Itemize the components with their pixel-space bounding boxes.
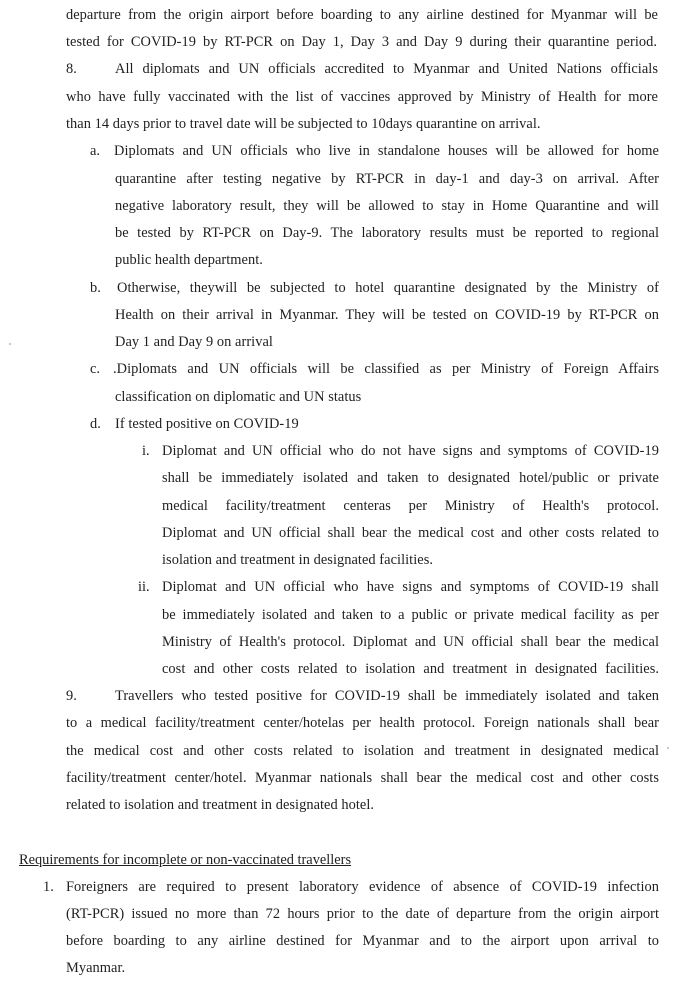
item-8-line-2: who have fully vaccinated with the list of vaccines approved by Ministry of Health for more xyxy=(66,89,658,105)
item-8d-i-line-4: Diplomat and UN official shall bear the medical cost and other costs related to xyxy=(162,525,659,541)
section2-item-1-line-2: (RT-PCR) issued no more than 72 hours prior to the date of departure from the origin airport xyxy=(66,906,659,922)
item-9-line-4: facility/treatment center/hotel. Myanmar nationals shall bear the medical cost and other costs xyxy=(66,770,659,786)
item-8d-ii-marker: ii. xyxy=(138,579,150,595)
item-8d-i-line-5: isolation and treatment in designated facilities. xyxy=(162,552,433,568)
section2-item-1-line-1: Foreigners are required to present laboratory evidence of absence of COVID-19 infection xyxy=(66,879,659,895)
section2-item-1-number: 1. xyxy=(43,879,54,895)
section2-item-1-line-4: Myanmar. xyxy=(66,960,126,976)
item-8d-marker: d. xyxy=(90,416,101,432)
item-8d-i-marker: i. xyxy=(142,443,150,459)
item-8b-line-2: Health on their arrival in Myanmar. They will be tested on COVID-19 by RT-PCR on xyxy=(115,307,659,323)
item-9-number: 9. xyxy=(66,688,77,704)
item-8a-line-2: quarantine after testing negative by RT-PCR in day-1 and day-3 on arrival. After xyxy=(115,171,659,187)
item-8d-ii-line-4: cost and other costs related to isolation and treatment in designated facilities. xyxy=(162,661,659,677)
item-8b-line-1: Otherwise, theywill be subjected to hotel quarantine designated by the Ministry of xyxy=(117,280,659,296)
item-8d-ii-line-2: be immediately isolated and taken to a public or private medical facility as per xyxy=(162,607,659,623)
item-8c-marker: c. xyxy=(90,361,100,377)
item-8-number: 8. xyxy=(66,61,77,77)
item-8b-line-3: Day 1 and Day 9 on arrival xyxy=(115,334,273,350)
item-8d-i-line-3: medical facility/treatment centeras per Ministry of Health's protocol. xyxy=(162,498,659,514)
intro-line-2: tested for COVID-19 by RT-PCR on Day 1, Day 3 and Day 9 during their quarantine period. xyxy=(66,34,657,50)
item-8a-line-5: public health department. xyxy=(115,252,263,268)
item-8-line-1: All diplomats and UN officials accredited to Myanmar and United Nations officials xyxy=(115,61,658,77)
intro-line-1: departure from the origin airport before boarding to any airline destined for Myanmar will be xyxy=(66,7,658,23)
item-8a-line-1: Diplomats and UN officials who live in standalone houses will be allowed for home xyxy=(114,143,659,159)
item-9-line-3: the medical cost and other costs related to isolation and treatment in designated medical xyxy=(66,743,659,759)
item-8a-marker: a. xyxy=(90,143,100,159)
scan-speck xyxy=(667,747,669,749)
item-8-line-3: than 14 days prior to travel date will be subjected to 10days quarantine on arrival. xyxy=(66,116,541,132)
item-9-line-1: Travellers who tested positive for COVID-19 shall be immediately isolated and taken xyxy=(115,688,659,704)
item-8d-i-line-2: shall be immediately isolated and taken to designated hotel/public or private xyxy=(162,470,659,486)
item-8a-line-3: negative laboratory result, they will be allowed to stay in Home Quarantine and will xyxy=(115,198,659,214)
item-8d-ii-line-3: Ministry of Health's protocol. Diplomat and UN official shall bear the medical xyxy=(162,634,659,650)
item-9-line-2: to a medical facility/treatment center/hotelas per health protocol. Foreign nationals shall bear xyxy=(66,715,659,731)
item-8d-ii-line-1: Diplomat and UN official who have signs and symptoms of COVID-19 shall xyxy=(162,579,659,595)
item-8d-title: If tested positive on COVID-19 xyxy=(115,416,299,432)
item-8c-line-2: classification on diplomatic and UN status xyxy=(115,389,362,405)
scan-speck xyxy=(9,343,11,345)
item-8a-line-4: be tested by RT-PCR on Day-9. The laboratory results must be reported to regional xyxy=(115,225,659,241)
item-8b-marker: b. xyxy=(90,280,101,296)
section-heading-non-vaccinated: Requirements for incomplete or non-vaccinated travellers xyxy=(19,852,352,868)
section2-item-1-line-3: before boarding to any airline destined for Myanmar and to the airport upon arrival to xyxy=(66,933,659,949)
item-8c-line-1: .Diplomats and UN officials will be classified as per Ministry of Foreign Affairs xyxy=(113,361,659,377)
item-9-line-5: related to isolation and treatment in designated hotel. xyxy=(66,797,375,813)
item-8d-i-line-1: Diplomat and UN official who do not have signs and symptoms of COVID-19 xyxy=(162,443,659,459)
